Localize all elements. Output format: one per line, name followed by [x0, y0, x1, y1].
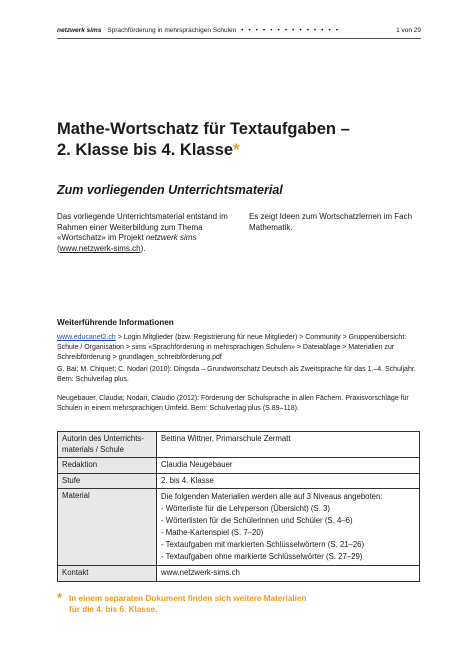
title-line-2: 2. Klasse bis 4. Klasse — [57, 141, 234, 159]
header-divider — [57, 38, 421, 39]
info-table — [57, 431, 420, 582]
table-row — [58, 473, 420, 489]
list-item: - Textaufgaben mit markierten Schlüsselwörtern (S. 21–26) — [161, 540, 365, 549]
level-label: Stufe — [58, 473, 157, 489]
further-info-paragraph-1 — [57, 333, 421, 363]
footnote — [57, 590, 399, 615]
header-subtitle: Sprachförderung in mehrsprachigen Schulen — [107, 27, 237, 34]
intro-right-column — [249, 212, 421, 233]
table-row — [58, 489, 420, 566]
header-brand: netzwerk sims — [57, 27, 102, 34]
material-intro: Die folgenden Materialien werden alle auf 3 Niveaus angeboten: — [161, 492, 383, 501]
editor-value: Claudia Neugebauer — [157, 458, 420, 474]
table-row — [58, 566, 420, 582]
intro-right-text: Es zeigt Ideen zum Wortschatzlernen im Fach Mathematik. — [249, 212, 413, 232]
page-title — [57, 119, 417, 161]
level-value: 2. bis 4. Klasse — [157, 473, 420, 489]
material-label: Material — [58, 489, 157, 566]
table-row — [58, 432, 420, 458]
table-row — [58, 458, 420, 474]
list-item: - Mathe-Kartenspiel (S. 7–20) — [161, 528, 264, 537]
footnote-line-2: für die 4. bis 6. Klasse. — [69, 605, 158, 614]
contact-value: www.netzwerk-sims.ch — [157, 566, 420, 582]
material-value — [157, 489, 420, 566]
intro-left-column: Das vorliegende Unterrichtsmaterial entstand im Rahmen einer Weiterbildung zum Thema «Wortschatz» im Projekt netzwerk sims (www.netzwerk-sims.ch). — [57, 212, 228, 253]
further-info-heading: Weiterführende Informationen — [57, 318, 174, 327]
author-label: Autorin des Unterrichtsmaterials / Schule — [58, 432, 157, 458]
intro-left-text: Das vorliegende Unterrichtsmaterial entstand im Rahmen einer Weiterbildung zum Thema «Wortschatz» im Projekt — [57, 212, 228, 243]
title-line-1: Mathe-Wortschatz für Textaufgaben – — [57, 120, 350, 138]
editor-label: Redaktion — [58, 458, 157, 474]
section-heading: Zum vorliegenden Unterrichtsmaterial — [57, 183, 283, 197]
list-item: - Textaufgaben ohne markierte Schlüsselwörter (S. 27–29) — [161, 552, 363, 561]
header-dots: • • • • • • • • • • • • • • — [241, 27, 340, 34]
further-info-paragraph-2: G. Bai; M. Chiquet; C. Nodari (2010): Dingsda – Grundwortschatz Deutsch als Zweitsprache für das 1.–4. Schuljahr. Bern: Schulverlag plus. — [57, 366, 416, 383]
author-value: Bettina Wittner, Primarschule Zermatt — [157, 432, 420, 458]
footnote-line-1: In einem separaten Dokument finden sich weitere Materialien — [69, 594, 307, 603]
educanet-path-text: > Login Mitglieder (bzw. Registrierung für neue Mitglieder) > Community > Gruppenübersicht: Schule / Organisation > sims «Sprachförderung in mehrsprachigen Schulen» > Dateiablage > Materialien zur Schreibförderung > grundlagen_schreibförderung.pdf — [57, 334, 407, 361]
page-number: 1 von 29 — [396, 27, 421, 34]
title-footnote-star: * — [233, 141, 240, 159]
educanet-link[interactable]: www.educanet2.ch — [57, 334, 116, 341]
intro-project-name: netzwerk sims — [145, 233, 197, 243]
list-item: - Wörterliste für die Lehrperson (Übersicht) (S. 3) — [161, 504, 330, 513]
further-info-paragraph-3: Neugebauer, Claudia; Nodari, Claudio (2012): Förderung der Schulsprache in allen Fächern. Praxisvorschläge für Schulen in einem mehrsprachigen Umfeld. Bern: Schulverlag plus (S.89–118). — [57, 395, 409, 412]
intro-website-link[interactable]: www.netzwerk-sims.ch — [59, 243, 141, 253]
list-item: - Wörterlisten für die Schülerinnen und Schüler (S. 4–6) — [161, 516, 353, 525]
page-header — [57, 26, 421, 35]
contact-label: Kontakt — [58, 566, 157, 582]
footnote-star: * — [57, 590, 63, 605]
